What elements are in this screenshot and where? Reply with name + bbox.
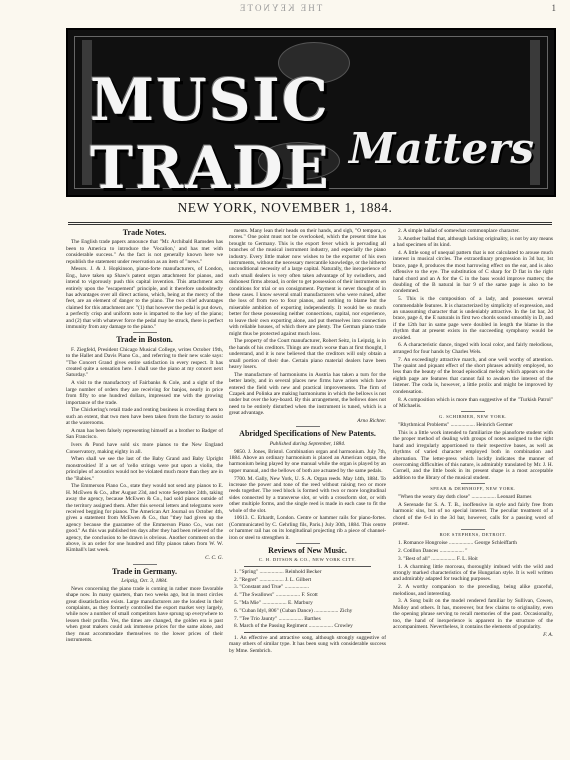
dateline-rule-double [68,224,552,225]
list-item: 5. "Ma Mie" .................. E. Marbury [234,600,313,606]
paragraph: The property of the Court manufacturer, Robert Seitz, in Leipzig, is in the hands of his creditors. Things are much worse than at first thought, I understand, and it is now believed that the creditors will only obtain a small portion of their due. Certain piano material dealers have been heavy losers. [229,338,386,370]
section-divider [296,543,320,544]
paragraph: F. Ziegfeld, President Chicago Musical College, writes October 19th, to the Hallet and Davis Piano Co., and referring to their new scale says: "The Concert Grand gives entire satisfaction in every respect. It has created quite a sensation here. I shall use the piano at my concert next Saturday." [66,346,223,379]
paragraph: 7700. M. Gally, New York, U. S. A. Organ reeds. May 14th, 1884. To increase the power and tone of the reed without raising two or more reeds together. The reed block is formed with two or more longitudinal sides connected by a transverse slot, or with a crossform slot, or with other multiple forms, and the single reed is made in each case to fit the whole of the slot. [229,475,386,514]
masthead-illustration [66,28,556,197]
paragraph: News concerning the piano trade is coming in rather more favorable shape now. In many quarters, than two weeks ago, but in most circles great dissatisfaction exists. Large manufacturers are the loudest in their complaints, as they formerly controlled the export market very largely, while now a number of small competitors have sprung up everywhere to lessen their profits. Yes, the times are changed, the golden era is past when great makers could ask immense prices for the same alone, and they must accommodate themselves to the lower prices of their instruments. [66,585,223,644]
paragraph: A man has been falsely representing himself as a brother to Badger of San Francisco. [66,427,223,441]
paragraph: When shall we see the last of the Baby Grand and Baby Upright monstrosities! If a set of 'cello strings were put upon a violin, the principles of acoustics would not be violated much more than they are in the "Babies." [66,456,223,482]
patents-subtitle: Published during September, 1884. [269,440,346,447]
paragraph: 7. An exceedingly attractive march, and one well worthy of attention. The quaint and piquant effect of the short phrases adroitly employed, no less than the beauty of the broad episodical melody which appears on the eighth page are features that cannot fail to awaken the interest of the listener. The coda is, however, a little prolix and might be improved by condensation. [393,356,553,395]
heading-trade-notes: Trade Notes. [122,228,167,237]
list-item: 1. "Spring" .................. Reinhold Becker [234,568,322,575]
list-item: 2. "Regret" .................. J. L. Gilbert [234,576,312,583]
section-divider [133,332,157,333]
column-3 [393,228,553,756]
paragraph: 5. This is the composition of a lady, and possesses several commendable features. It is characterized by simplicity of expression, and an unassuming character that is undeniably attractive. In the 1st bar, 2d brace, page 4, the E naturals in first two chords sound smoothly in D, and if the 12th bar in same page were doubled in length the blame in the rhythm that at present exists in the succeeding symphony would be avoided. [393,296,553,341]
section-divider [461,411,485,412]
list-rule [244,566,371,567]
list-item: 6. "Cuban Idyl, 806" (Cuban Dance) .................. Zichy [234,607,353,614]
signature: C. C. G. [205,555,223,562]
heading-trade-in-germany: Trade in Germany. [112,566,177,576]
paragraph: 1. A charming little morceau, thoroughly imbued with the wild and strongly marked characteristics of the Hungarian style. It is well written and admirably adapted for teaching purposes. [393,563,553,583]
signature: F. A. [543,631,553,638]
list-item: 3. "Constant and True" .................. [234,584,309,591]
reverse-bleed-text: THE KEYNOTE [238,3,323,13]
paragraph: 10613. C. Erhardt, London. Centre or hammer rails for piano-fortes. (Communicated by C. Gehrling fils, Paris.) July 30th, 1884. This centre or hammer rail has on its longitudinal projecting rib a piece of channel-iron or steel to strengthen it. [229,515,386,541]
paragraph: 3. Another ballad that, although lacking originality, is not by any means a bad specimen of its kind. [393,235,553,249]
list-item: 2. Cotillon Dances .................. " [398,547,468,554]
list-item: 7. "Tee Trio Jaunty" .................. Barthes [234,615,321,622]
list-item: 8. March of the Passing Regiment .................. Crowley [234,623,353,630]
paragraph: 2. A worthy companion to the preceding, being alike graceful, melodious, and interesting. [393,584,553,597]
list-item: "Rhythmical Problems" .................. Heinrich Germer [398,422,513,429]
dateline-leipzig: Leipzig, Oct. 3, 1884. [121,577,168,584]
masthead-subtitle: Matters [348,124,534,173]
paragraph: The Emmerson Piano Co., state they would not send any pianos to E. H. McEwen & Co., after August 23d, and wrote September 24th, taking away the agency, because McEwen & Co., had sold pianos outside of the territory assigned them. After this several letters and telegrams were received begging for pianos. The American Art Journal on October 4th, gives a statement from McEwen & Co., that "they had given up the agency because the guarantee of the Emmerson Piano Co., was not good." As this was published ten days after they had been relieved of the agency, the conclusion to be drawn is obvious. Another comment on the above, is an order for one hundred and fifty pianos taken from W. W. Kimball's last week. [66,483,223,554]
publisher-heading: G. SCHIRMER, NEW YORK. [439,414,507,420]
paragraph: A Serenade for S. A. T. B., inoffensive in style and fairly free from harmonic sins, but of no special interest. The peculiar treatment of a chord of the 6-4 in the 3d bar, however, calls for a passing word of protest. [393,501,553,527]
heading-trade-in-boston: Trade in Boston. [116,335,173,345]
list-item: 3. "Best of all" .................. F. L. Hoit [398,555,478,562]
column-1 [66,228,223,756]
dateline-rule [68,222,552,223]
paragraph: 3. A Song built on the model rendered familiar by Sullivan, Cowen, Molloy and others. It has, moreover, but few claims to originality, even the opening phrase serving to recall memories of the past. Occasionally, too, the hand of inexperience is apparent in the structure of the accompaniment. Nevertheless, it contains the elements of popularity. [393,598,553,630]
section-divider [461,529,485,530]
column-2 [229,228,386,756]
list-rule [244,632,371,633]
section-divider [461,483,485,484]
section-divider [133,564,157,565]
heading-reviews: Reviews of New Music. [268,546,347,556]
paragraph: The English trade papers announce that "Mr. Archibald Ramsden has been to America to introduce the 'Vocalion,' and has met with considerable success." As the fact is not generally known here we republish the statement under reservation as an item of "news." [66,239,223,265]
paragraph: 9850. J. Jones, Bristol. Combination organ and harmonium. July 7th, 1884. Above an ordinary harmonium is placed an American organ, the harmonium being played by one manual while the organ is played by an upper manual, and the bellows of both are actuated by the same pedals. [229,448,386,474]
page-number: 1 [551,3,556,13]
paragraph: The Chickering's retail trade and renting business is crowding them to such an extent, that two men have been taken from the factory to assist at the warerooms. [66,407,223,427]
dateline: NEW YORK, NOVEMBER 1, 1884. [177,200,393,215]
paragraph: The manufacture of harmoniums in Austria has taken a turn for the better lately, and in several places new firms have arisen which have entered the field with new and practical improvements. The firm of Czapek and Polinka are making harmoniums in which the bellows is not under but over the key-board. By this arrangement, the bellows does not need to be entirely disturbed when the instrument is tuned, which is a great advantage. [229,371,386,417]
paragraph: 4. A little song of unequal pattern that is not calculated to arouse much interest in musical circles. The extraordinary progression in 3d bar, 1st brace, page 8, produces the most harrowing effect on the ear, and is also offensive to the eye. The substitution of C sharp for D flat in the right hand chord and an A for the C in the bass would improve matters; the doubling of the B natural in bar 9 of the same page is also to be condemned. [393,250,553,295]
publisher-heading: SPEAR & DEHNHOFF, NEW YORK. [430,486,516,492]
masthead-title: MUSIC TRADE [90,66,331,197]
paragraph: Messrs. J. & J. Hopkinson, piano-forte manufacturers, of London, Eng., have taken up Shaw's patent organ attachment for pianos, and intend to vigorously push this capital invention. This attachment acts entirely upon the "escapement" principle, and it therefore undoubtedly has advantages over all direct actions, which, being at the mercy of the feet, are an element of danger to the piano. The two chief advantages claimed for this attachment are: "(1) that however the pedal is put down, a perfectly crisp and uniform note is imparted to the key of the piano; and (2) that with whatever force the pedal may be struck, there is perfect immunity from any damage to the piano." [66,266,223,331]
paragraph: This is a little work intended to familiarize the pianoforte student with the proper method of dealing with groups of notes assigned to the right hand and irregularly apportioned to their respective bases, as well as rhythms of varied character employed both in combination and alternation. The letter-press which lucidly indicates the manner of overcoming difficulties of this nature, is admirably translated by Mr. J. H. Cornell, and the little book in its present shape is a most acceptable addition to the library of the musical student. [393,429,553,481]
list-item: 4. "The Swallows" .................. F. Scott [234,592,318,599]
paragraph: 1. An effective and attractive song, although strongly suggestive of many others of similar type. It has been sung with considerable success by Mme. Sembrich. [229,634,386,654]
paragraph: Ivers & Pond have sold six more pianos to the New England Conservatory, making eighty in all. [66,442,223,455]
signature: Arno Richter. [357,417,386,424]
paragraph: 8. A composition which is more than suggestive of the "Turkish Patrol" of Michaelis. [393,396,553,409]
publisher-heading: ROE STEPHENS, DETROIT. [439,532,507,538]
list-item: "When the weary day doth close" .................. Leonard Barnes [398,493,532,500]
paragraph: A visit to the manufactory of Fairbanks & Cole, and a sight of the large number of orders they are receiving for banjos, nearly in price from fifty to one hundred dollars, impressed me with the growing importance of the trade. [66,380,223,406]
heading-patents: Abridged Specifications of New Patents. [239,429,376,439]
section-divider [296,426,320,427]
paragraph: ments. Many lean their heads on their hands, and sigh, "O tempora, o mores." One point must not be overlooked, which the present time has brought to Germany. This is the export fever which is pervading all branches of the musical instrument industry, and especially the piano industry. Every little maker now wishes to be the exporter of his own instruments, without the necessary mercantile knowledge, or the hitherto unconditional necessity of a large capital. Naturally, the inexperience of such small dealers is very often taken advantage of by swindlers, and dishonest firms abroad, in order to get possession of their instruments on conditions for trial or on consignment. Payment is never thought of in these cases. I know several small manufacturers who were ruined, after the loss of from two to four pianos, and nothing to blame but the miserable ambition of exporting independently. It would be so much better for these possessing neither connections, capital, nor experience, to leave their own exporting alone, and put themselves into connection with reliable houses, of which there are plenty. The German piano trade might thus be protected against much loss. [229,228,386,337]
list-item: 1. Romance Hongroise .................. George Schleiffarth [398,540,517,547]
paragraph: 6. A characteristic dance, tinged with local color, and fairly melodious, arranged for four hands by Charles Wels. [393,342,553,355]
publisher-heading: C. H. DITSON & CO., NEW YORK CITY. [258,557,357,563]
paragraph: 2. A simple ballad of somewhat commonplace character. [398,228,520,234]
